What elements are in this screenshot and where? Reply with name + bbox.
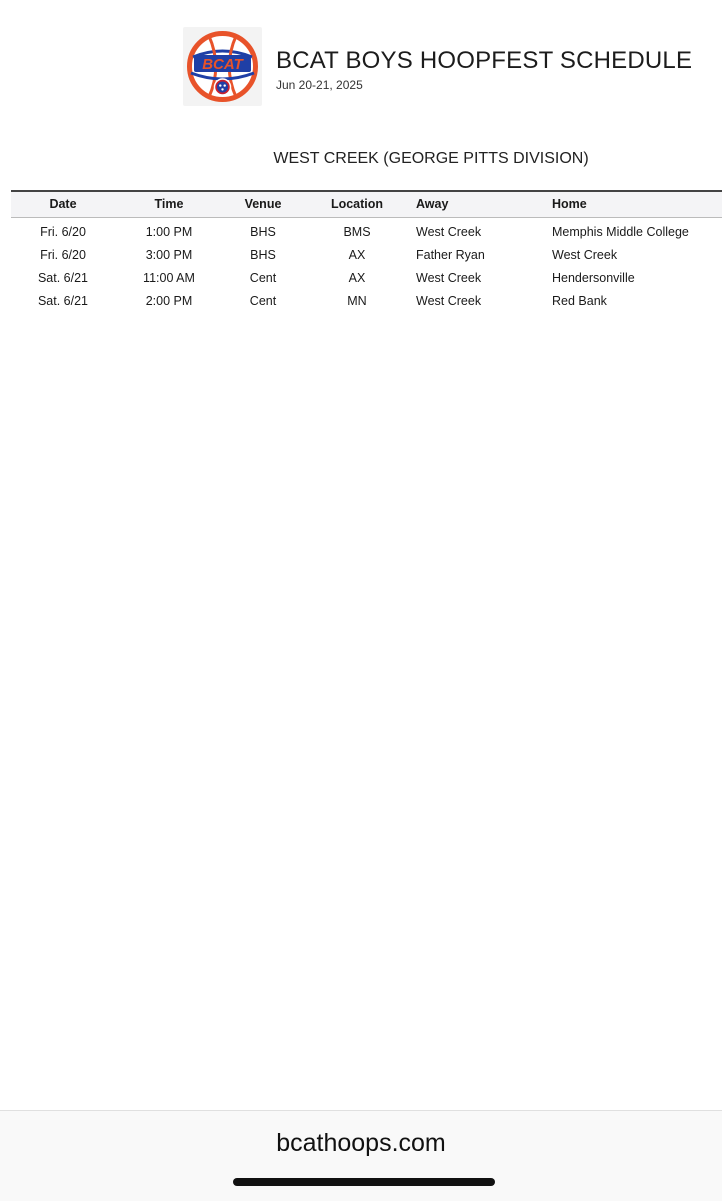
division-title: WEST CREEK (GEORGE PITTS DIVISION): [273, 150, 589, 167]
column-header-away: Away: [416, 197, 449, 211]
column-header-home: Home: [552, 197, 587, 211]
cell-date: Fri. 6/20: [40, 225, 86, 239]
cell-time: 1:00 PM: [145, 225, 193, 239]
cell-home: Hendersonville: [552, 271, 635, 285]
cell-date: Sat. 6/21: [37, 294, 89, 308]
cell-date: Sat. 6/21: [37, 271, 89, 285]
column-header-date: Date: [49, 197, 77, 211]
cell-date: Fri. 6/20: [40, 248, 86, 262]
cell-away: West Creek: [416, 225, 482, 239]
cell-home: Red Bank: [552, 294, 607, 308]
column-header-time: Time: [154, 197, 184, 211]
table-header: [11, 190, 722, 218]
column-header-venue: Venue: [244, 197, 282, 211]
browser-bottom-bar: [0, 1110, 722, 1201]
cell-away: West Creek: [416, 271, 482, 285]
column-header-location: Location: [330, 197, 384, 211]
cell-time: 11:00 AM: [143, 271, 195, 285]
schedule-table: [11, 190, 722, 313]
basketball-logo-icon: [183, 27, 262, 106]
table-row: [11, 290, 722, 313]
cell-venue: Cent: [249, 294, 277, 308]
table-row: [11, 221, 722, 244]
cell-location: AX: [348, 271, 366, 285]
home-indicator[interactable]: [233, 1178, 495, 1186]
cell-away: West Creek: [416, 294, 482, 308]
cell-away: Father Ryan: [416, 248, 485, 262]
bcat-logo: [183, 27, 262, 106]
cell-venue: Cent: [249, 271, 277, 285]
site-url[interactable]: bcathoops.com: [276, 1129, 446, 1157]
cell-location: MN: [347, 294, 367, 308]
table-row: [11, 244, 722, 267]
event-date-range: Jun 20-21, 2025: [276, 78, 363, 92]
cell-time: 2:00 PM: [145, 294, 193, 308]
cell-time: 3:00 PM: [145, 248, 193, 262]
table-row: [11, 267, 722, 290]
cell-location: BMS: [343, 225, 371, 239]
page-title: BCAT BOYS HOOPFEST SCHEDULE: [276, 47, 693, 74]
cell-venue: BHS: [250, 225, 276, 239]
cell-home: Memphis Middle College: [552, 225, 689, 239]
cell-home: West Creek: [552, 248, 618, 262]
cell-venue: BHS: [250, 248, 276, 262]
cell-location: AX: [348, 248, 366, 262]
svg-text:BCAT: BCAT: [202, 56, 243, 73]
